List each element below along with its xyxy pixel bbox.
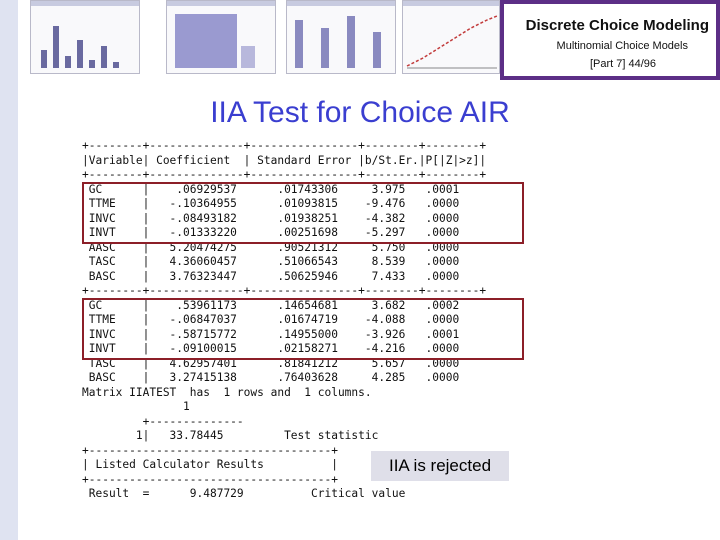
thumbnail-bar-chart[interactable] — [30, 0, 140, 74]
regression-output: +--------+--------------+----------------+--------+--------+ |Variable| Coefficient | Standard Error |b/St.Er.|P[|Z|>z]| +--------+--------------+----------------+--------+--------+ GC | .06929537 .01743306 3.975 .0001 TTME | -.10364955 .01093815 -9.476 .0000 INVC | -.08493182 .01938251 -4.382 .0000 INVT | -.01333220 .00251698 -5.297 .0000 AASC | 5.20474275 .90521312 5.750 .0000 TASC | 4.36060457 .51066543 8.539 .0000 BASC | 3.76323447 .50625946 7.433 .0000 +--------+--------------+----------------+--------+--------+ GC | .53961173 .14654681 3.682 .0002 TTME | -.06847037 .01674719 -4.088 .0000 INVC | -.58715772 .14955000 -3.926 .0001 INVT | -.09100015 .02158271 -4.216 .0000 TASC | 4.62957401 .81841212 5.657 .0000 BASC | 3.27415138 .76403628 4.285 .0000 Matrix IIATEST has 1 rows and 1 columns. 1 +-------------- 1| 33.78445 Test statistic +------------------------------------+ | Listed Calculator Results | +------------------------------------+ Result = 9.487729 Critical value — [82, 139, 487, 500]
thumbnail-line-chart[interactable] — [402, 0, 500, 74]
header-box-inner — [504, 4, 716, 76]
bar-chart-icon — [167, 6, 275, 72]
thumbnail-bar-chart-2[interactable] — [166, 0, 276, 74]
course-subtitle: Multinomial Choice Models — [556, 40, 688, 52]
left-sidebar-band — [0, 0, 18, 540]
course-title: Discrete Choice Modeling — [525, 17, 709, 34]
slide-title: IIA Test for Choice AIR — [210, 96, 510, 129]
bar-chart-icon — [31, 6, 139, 72]
header-box — [500, 0, 720, 80]
thumbnail-strip — [18, 0, 500, 76]
line-chart-icon — [403, 6, 499, 72]
thumbnail-bar-chart-3[interactable] — [286, 0, 396, 74]
slide-counter: [Part 7] 44/96 — [589, 58, 656, 70]
highlight-box-model1 — [82, 182, 524, 244]
conclusion-callout: IIA is rejected — [371, 451, 509, 481]
highlight-box-model2 — [82, 298, 524, 360]
bar-chart-icon — [287, 6, 395, 72]
